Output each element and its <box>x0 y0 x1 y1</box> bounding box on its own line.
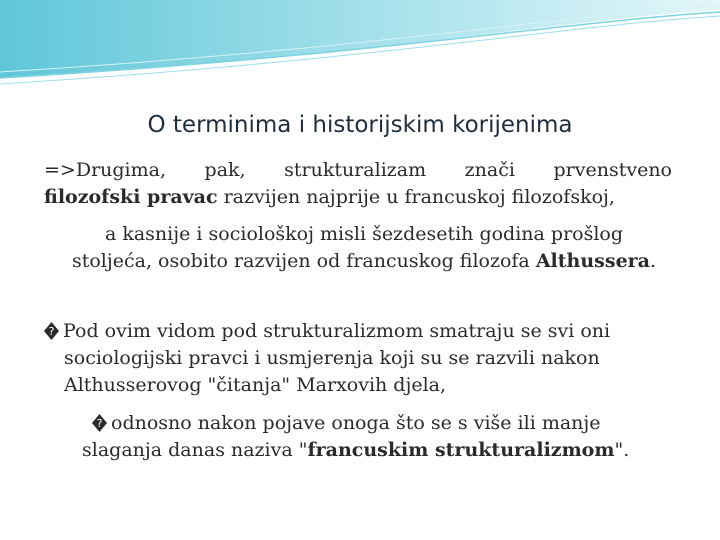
text: razvijen najprije u francuskoj filozofskoj, <box>217 186 615 208</box>
paragraph-1-line-2 <box>44 186 615 208</box>
bold-term: Althussera <box>535 250 650 272</box>
word: znači <box>464 159 515 181</box>
header-wave-decoration <box>0 0 720 90</box>
text: slaganja danas naziva " <box>82 439 308 461</box>
text: Althusserovog "čitanja" Marxovih djela, <box>64 374 447 396</box>
text: . <box>649 250 657 272</box>
word: pak, <box>204 159 246 181</box>
bold-term: filozofski pravac <box>44 186 218 208</box>
word: prvenstveno <box>553 159 672 181</box>
paragraph-4 <box>82 410 682 464</box>
paragraph-4-line-1 <box>82 412 601 434</box>
slide-title: O terminima i historijskim korijenima <box>147 112 573 138</box>
paragraph-4-line-2 <box>82 439 629 461</box>
word: =>Drugima, <box>44 159 167 181</box>
unknown-glyph-icon <box>44 322 59 340</box>
paragraph-3 <box>44 318 672 399</box>
paragraph-1-line-1 <box>44 157 672 184</box>
unknown-glyph-icon <box>92 414 107 432</box>
text: a kasnije i sociološkoj misli šezdesetih godina prošlog <box>104 223 624 245</box>
bold-term: francuskim strukturalizmom <box>307 439 615 461</box>
paragraph-2 <box>44 221 684 275</box>
text: sociologijski pravci i usmjerenja koji su se razvili nakon <box>64 347 600 369</box>
paragraph-1 <box>44 157 672 211</box>
svg-text:?: ? <box>96 417 103 430</box>
word: strukturalizam <box>284 159 427 181</box>
svg-text:?: ? <box>48 325 55 338</box>
text: Pod ovim vidom pod strukturalizmom smatraju se svi oni <box>63 320 611 342</box>
text: odnosno nakon pojave onoga što se s više ili manje <box>111 412 601 434</box>
text: ". <box>614 439 630 461</box>
text: stoljeća, osobito razvijen od francuskog filozofa <box>71 250 536 272</box>
